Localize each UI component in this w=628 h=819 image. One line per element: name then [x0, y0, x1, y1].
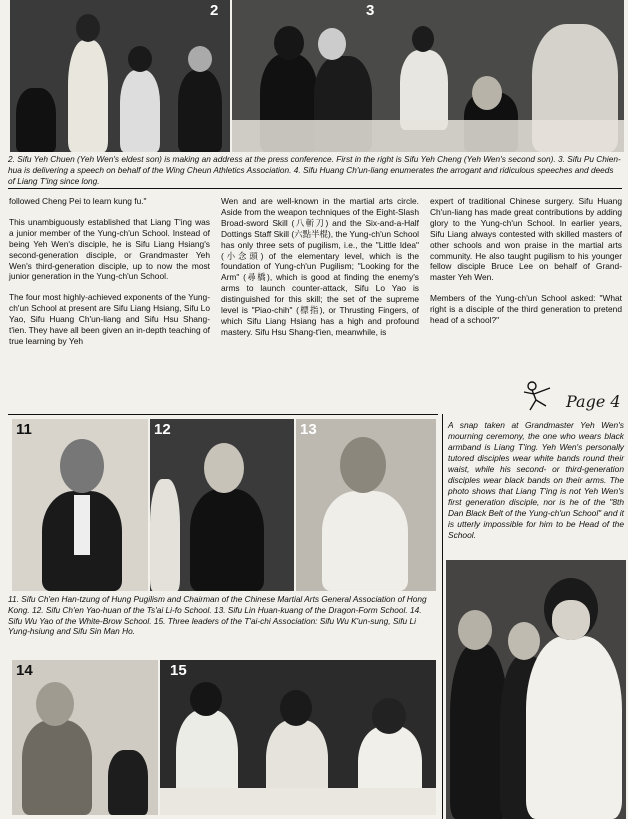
photo-2 — [10, 0, 230, 152]
article-column-3 — [430, 196, 622, 336]
divider — [442, 414, 443, 819]
person-head — [372, 698, 406, 734]
person-head — [188, 46, 212, 72]
paragraph: expert of traditional Chinese surgery. Sifu Huang Ch'un-liang has made great contributions by adding glory to the Yung-ch'un School. In earlier years, Sifu Liang always contested with skilled masters of other schools and won praise in the martial arts community. He also taught pugilism to his younger fellow disciple Bruce Lee on behalf of Grand-master Yeh Wen. — [430, 196, 622, 283]
person-figure — [16, 88, 56, 152]
person-head — [36, 682, 74, 726]
photo-15 — [160, 660, 436, 815]
person-figure — [190, 489, 264, 591]
stick-figure-doodle — [520, 380, 560, 414]
paragraph: Wen and are well-known in the martial arts circle. Aside from the weapon techniques of the Eight-Slash Broad-sword Skill (八斬刀) and the Six-and-a-Half Dottings Staff Skill (六點半棍), the Yung-ch'un School has only three sets of pugilism, i.e., the "Little Idea" (小念頭) of the elementary level, which is the foundation of Yung-ch'un Pugilism; "Looking for the Arm" (尋橋), which is good at finding the enemy's arms to launch counter-attack, Sifu Lo Yao is distinguished for this skill; the set of the supreme level is "Piao-chih" (標指), or Thrusting Fingers, of which Sifu Liang Hsiang has a high and profound mastery. Sifu Hsu Shang-t'ien, meanwhile, is — [221, 196, 419, 337]
paragraph: Members of the Yung-ch'un School asked: "What right is a disciple of the third generation to pretend head of a school?" — [430, 293, 622, 326]
person-figure — [322, 491, 408, 591]
person-head — [318, 28, 346, 60]
divider — [8, 188, 622, 189]
person-head — [60, 439, 104, 493]
person-head — [508, 622, 540, 660]
top-photo-caption: 2. Sifu Yeh Chuen (Yeh Wen's eldest son) is making an address at the press conference. First in the right is Sifu Yeh Cheng (Yeh Wen's second son). 3. Sifu Pu Chien-hua is delivering a speech on behalf of the Wing Cheun Athletics Association. 4. Sifu Huang Ch'un-liang enumerates the arrogant and ridiculous speeches and deeds of Liang T'ing since long. — [8, 154, 621, 186]
paragraph: The four most highly-achieved exponents of the Yung-ch'un School at present are Sifu Liang Hsiang, Sifu Lo Yao, Sifu Huang Ch'un-liang and Sifu Hsu Shang-t'ien. They have all been given an in-depth teaching of true learning by Yeh — [9, 292, 210, 346]
face — [552, 600, 590, 640]
paragraph: followed Cheng Pei to learn kung fu." — [9, 196, 147, 206]
person-head — [412, 26, 434, 52]
middle-photo-caption: 11. Sifu Ch'en Han-tzung of Hung Pugilism and Chairman of the Chinese Martial Arts General Association of Hong Kong. 12. Sifu Ch'en Yao-huan of the Ts'ai Li-fo School. 13. Sifu Lin Huan-kuang of the Dragon-Form School. 14. Sifu Wu Yao of the White-Brow School. 15. Three leaders of the T'ai-chi Association: Sifu Wu K'un-sung, Sifu Li Yung-hsiung and Sifu Sin Man Ho. — [8, 594, 427, 637]
person-figure — [178, 70, 222, 152]
person-head — [472, 76, 502, 110]
person-figure — [400, 50, 448, 130]
person-figure — [120, 70, 160, 152]
photo-number: 14 — [16, 662, 33, 679]
person-figure — [68, 40, 108, 152]
photo-number: 3 — [366, 2, 375, 19]
person-head — [190, 682, 222, 716]
person-figure — [22, 720, 92, 815]
article-column-2 — [221, 196, 419, 348]
person-head — [128, 46, 152, 72]
person-head — [204, 443, 244, 493]
mourning-photo-caption: A snap taken at Grandmaster Yeh Wen's mourning ceremony, the one who wears black armband is Liang T'ing. Yeh Wen's personally tutored disciples wear white bands round their waist, while his second- or third-generation disciples wear black bands on their arms. The photo shows that Liang T'ing is not Yeh Wen's first generation disciple, nor is he of the "8th Dan Black Belt of the Yung-ch'un School" and it is utterly impossible for him to be Head of the School. — [448, 420, 624, 540]
table-surface — [232, 120, 624, 152]
paragraph: This unambiguously established that Liang T'ing was a junior member of the Yung-ch'un School. Instead of being Yeh Wen's disciple, he is Sifu Liang Hsiang's second-generation disciple, or Grandmaster Yeh Wen's third-generation disciple, up to now the most junior generation in the Yung-ch'un School. — [9, 216, 210, 282]
person-figure — [150, 479, 180, 591]
photo-number: 12 — [154, 421, 171, 438]
photo-13 — [296, 419, 436, 591]
article-column-1 — [9, 196, 210, 357]
person-head — [76, 14, 100, 42]
person-head — [458, 610, 492, 650]
photo-12 — [150, 419, 294, 591]
person-figure — [108, 750, 148, 815]
photo-number: 15 — [170, 662, 187, 679]
person-head — [340, 437, 386, 493]
photo-3-4 — [232, 0, 624, 152]
mourning-ceremony-photo — [446, 560, 626, 819]
photo-14 — [12, 660, 158, 815]
shirt — [74, 495, 90, 555]
table-surface — [160, 788, 436, 815]
photo-number: 11 — [16, 421, 32, 438]
photo-11 — [12, 419, 148, 591]
photo-number: 2 — [210, 2, 219, 19]
person-head — [280, 690, 312, 726]
photo-number: 13 — [300, 421, 317, 438]
person-head — [274, 26, 304, 60]
person-figure — [526, 636, 622, 819]
divider — [8, 414, 438, 415]
page-number-handwritten: Page 4 — [566, 392, 621, 411]
